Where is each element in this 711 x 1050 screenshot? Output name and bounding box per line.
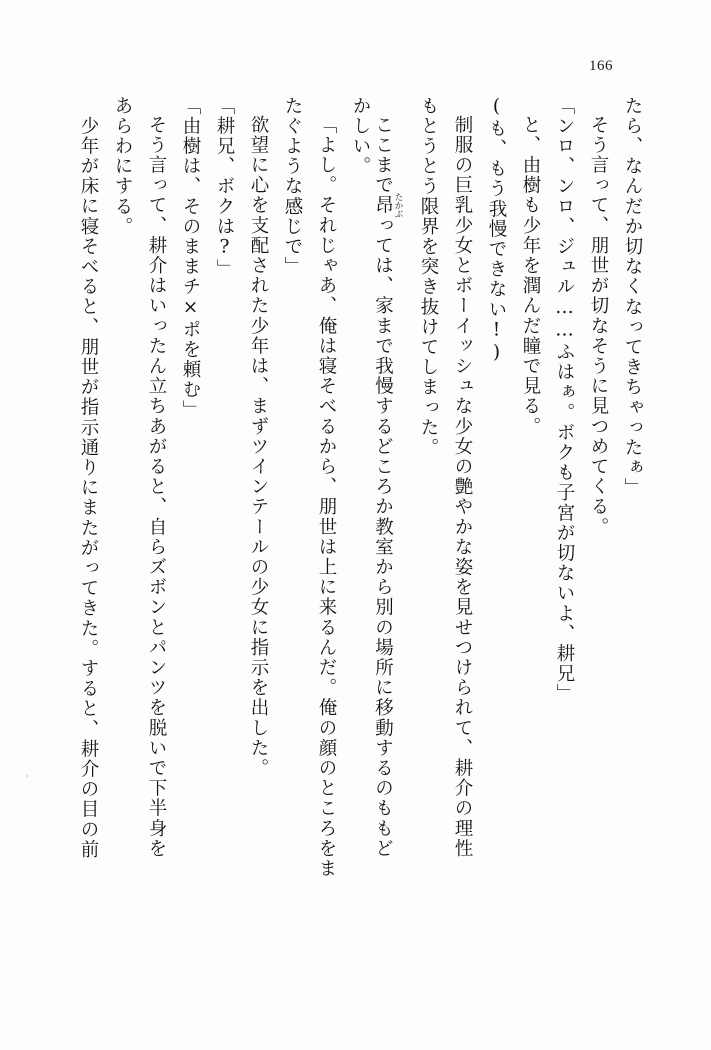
text-column: たら、なんだか切なくなってきちゃったぁ」 — [622, 96, 643, 498]
text-column: 「ンロ、ンロ、ジュル……ふはぁ。ボクも子宮が切ないよ、耕兄」 — [554, 96, 575, 704]
text-column: 少年が床に寝そべると、朋世が指示通りにまたがってきた。すると、耕介の目の前 — [78, 116, 99, 860]
text-column: 欲望に心を支配された少年は、まずツインテールの少女に指示を出した。 — [248, 115, 269, 779]
vertical-text-block — [60, 96, 641, 976]
text-column: 「由樹は、そのままチ×ポを頼む」 — [180, 96, 201, 421]
page-number: 166 — [589, 58, 613, 74]
ruby-base: 昂 — [372, 192, 394, 219]
text-column: あらわにする。 — [112, 96, 133, 237]
ruby-reading: たかぶ — [393, 192, 403, 219]
text-column: もとうとう限界を突き抜けてしまった。 — [418, 96, 439, 458]
text-column: 制服の巨乳少女とボーイッシュな少女の艶やかな姿を見せつけられて、耕介の理性 — [452, 115, 473, 859]
text-column-with-ruby: ここまで昂 たかぶっては、家まで我慢するどころか教室から別の場所に移動するのももど — [372, 115, 403, 859]
text-column: 「よし。それじゃあ、俺は寝そべるから、朋世は上に来るんだ。俺の顔のところをま — [316, 115, 337, 879]
text-column: そう言って、朋世が切なそうに見つめてくる。 — [588, 115, 609, 538]
text-column: そう言って、耕介はいったん立ちあがると、自らズボンとパンツを脱いで下半身を — [146, 115, 167, 859]
text-column: (も、もう我慢できない!) — [486, 96, 507, 365]
text-column: と、由樹も少年を潤んだ瞳で見る。 — [520, 115, 541, 437]
ruby-annotation — [372, 192, 403, 219]
text-column: たぐような感じで」 — [282, 96, 303, 277]
text-column: かしい。 — [350, 96, 371, 177]
print-speck — [26, 775, 28, 777]
text-column: 「耕兄、ボクは?」 — [214, 96, 235, 280]
